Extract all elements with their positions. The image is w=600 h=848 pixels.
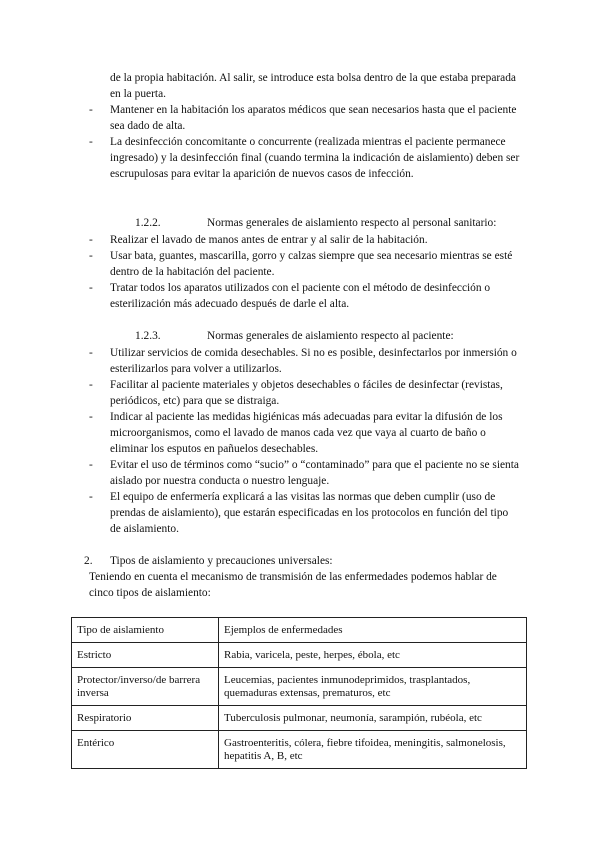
list-item-text: Tratar todos los aparatos utilizados con el paciente con el método de desinfección o esterilización más adecuado después de darle el alta. bbox=[110, 282, 491, 310]
isolation-types-table bbox=[71, 617, 527, 769]
table-cell: Respiratorio bbox=[72, 706, 219, 731]
list-item: - Tratar todos los aparatos utilizados con el paciente con el método de desinfección o esterilización más adecuado después de darle el alta. bbox=[89, 282, 491, 310]
table-cell: Entérico bbox=[72, 731, 219, 769]
list-item: - Usar bata, guantes, mascarilla, gorro y calzas siempre que sea necesario mientras se esté dentro de la habitación del paciente. bbox=[89, 250, 513, 278]
patient-rules-list bbox=[0, 345, 600, 537]
section-number: 2. bbox=[84, 555, 93, 567]
section-title: Normas generales de aislamiento respecto al paciente: bbox=[207, 330, 454, 342]
section-title: Normas generales de aislamiento respecto al personal sanitario: bbox=[207, 217, 497, 229]
list-item-text: Mantener en la habitación los aparatos médicos que sean necesarios hasta que el paciente sea dado de alta. bbox=[110, 104, 517, 132]
table-cell: Tuberculosis pulmonar, neumonía, sarampión, rubéola, etc bbox=[219, 706, 527, 731]
table-row bbox=[72, 731, 527, 769]
table-cell: Gastroenteritis, cólera, fiebre tifoidea, meningitis, salmonelosis, hepatitis A, B, etc bbox=[219, 731, 527, 769]
list-item-text: Realizar el lavado de manos antes de entrar y al salir de la habitación. bbox=[110, 234, 428, 246]
table-row bbox=[72, 643, 527, 668]
table-cell: Protector/inverso/de barrera inversa bbox=[72, 668, 219, 706]
list-item-text: Indicar al paciente las medidas higiénicas más adecuadas para evitar la difusión de los microorganismos, como el lavado de manos cada vez que vaya al cuarto de baño o eliminar los esputos en pañuelos desechables. bbox=[110, 411, 503, 455]
list-item: - Utilizar servicios de comida desechables. Si no es posible, desinfectarlos por inmersión o esterilizarlos para volver a utilizarlos. bbox=[89, 347, 517, 375]
list-item: - Facilitar al paciente materiales y objetos desechables o fáciles de desinfectar (revistas, periódicos, etc) para que se distraiga. bbox=[89, 379, 503, 407]
list-item-text: El equipo de enfermería explicará a las visitas las normas que deben cumplir (uso de prendas de aislamiento), que estarán especificadas en los protocolos en función del tipo de aislamiento. bbox=[110, 491, 509, 535]
section-heading-1-2-3 bbox=[135, 328, 454, 344]
isolation-room-list bbox=[0, 102, 600, 182]
table-header-row bbox=[72, 618, 527, 643]
staff-rules-list bbox=[0, 232, 600, 312]
list-item: - La desinfección concomitante o concurrente (realizada mientras el paciente permanece ingresado) y la desinfección final (cuando termina la indicación de aislamiento) deben ser escrupulosas para evitar la aparición de nuevos casos de infección. bbox=[89, 136, 520, 180]
table-header-cell: Tipo de aislamiento bbox=[72, 618, 219, 643]
list-item: - Mantener en la habitación los aparatos médicos que sean necesarios hasta que el paciente sea dado de alta. bbox=[89, 104, 517, 132]
list-item: - El equipo de enfermería explicará a las visitas las normas que deben cumplir (uso de prendas de aislamiento), que estarán especificadas en los protocolos en función del tipo de aislamiento. bbox=[89, 491, 509, 535]
list-item-text: Usar bata, guantes, mascarilla, gorro y calzas siempre que sea necesario mientras se esté dentro de la habitación del paciente. bbox=[110, 250, 513, 278]
list-item: - Indicar al paciente las medidas higiénicas más adecuadas para evitar la difusión de los microorganismos, como el lavado de manos cada vez que vaya al cuarto de baño o eliminar los esputos en pañuelos desechables. bbox=[89, 411, 503, 455]
continuation-paragraph: de la propia habitación. Al salir, se introduce esta bolsa dentro de la que estaba preparada en la puerta. bbox=[110, 72, 516, 100]
section-title: Tipos de aislamiento y precauciones universales: bbox=[110, 555, 333, 567]
list-item: - Evitar el uso de términos como “sucio” o “contaminado” para que el paciente no se sienta aislado por nuestra conducta o nuestro lenguaje. bbox=[89, 459, 519, 487]
table-cell: Leucemias, pacientes inmunodeprimidos, trasplantados, quemaduras extensas, prematuros, etc bbox=[219, 668, 527, 706]
table-row bbox=[72, 668, 527, 706]
table-cell: Rabia, varicela, peste, herpes, ébola, etc bbox=[219, 643, 527, 668]
list-item-text: La desinfección concomitante o concurrente (realizada mientras el paciente permanece ingresado) y la desinfección final (cuando termina la indicación de aislamiento) deben ser escrupulosas para evitar la aparición de nuevos casos de infección. bbox=[110, 136, 520, 180]
section-number: 1.2.2. bbox=[135, 217, 161, 229]
list-item-text: Utilizar servicios de comida desechables. Si no es posible, desinfectarlos por inmersión o esterilizarlos para volver a utilizarlos. bbox=[110, 347, 517, 375]
list-item: - Realizar el lavado de manos antes de entrar y al salir de la habitación. bbox=[89, 234, 428, 246]
section-heading-1-2-2 bbox=[135, 215, 496, 231]
table-cell: Estricto bbox=[72, 643, 219, 668]
section-number: 1.2.3. bbox=[135, 330, 161, 342]
table-row bbox=[72, 706, 527, 731]
list-item-text: Evitar el uso de términos como “sucio” o “contaminado” para que el paciente no se sienta aislado por nuestra conducta o nuestro lenguaje. bbox=[110, 459, 519, 487]
section-heading-2 bbox=[84, 553, 333, 569]
intro-paragraph: Teniendo en cuenta el mecanismo de transmisión de las enfermedades podemos hablar de cinco tipos de aislamiento: bbox=[89, 571, 497, 599]
table-header-cell: Ejemplos de enfermedades bbox=[219, 618, 527, 643]
list-item-text: Facilitar al paciente materiales y objetos desechables o fáciles de desinfectar (revistas, periódicos, etc) para que se distraiga. bbox=[110, 379, 503, 407]
